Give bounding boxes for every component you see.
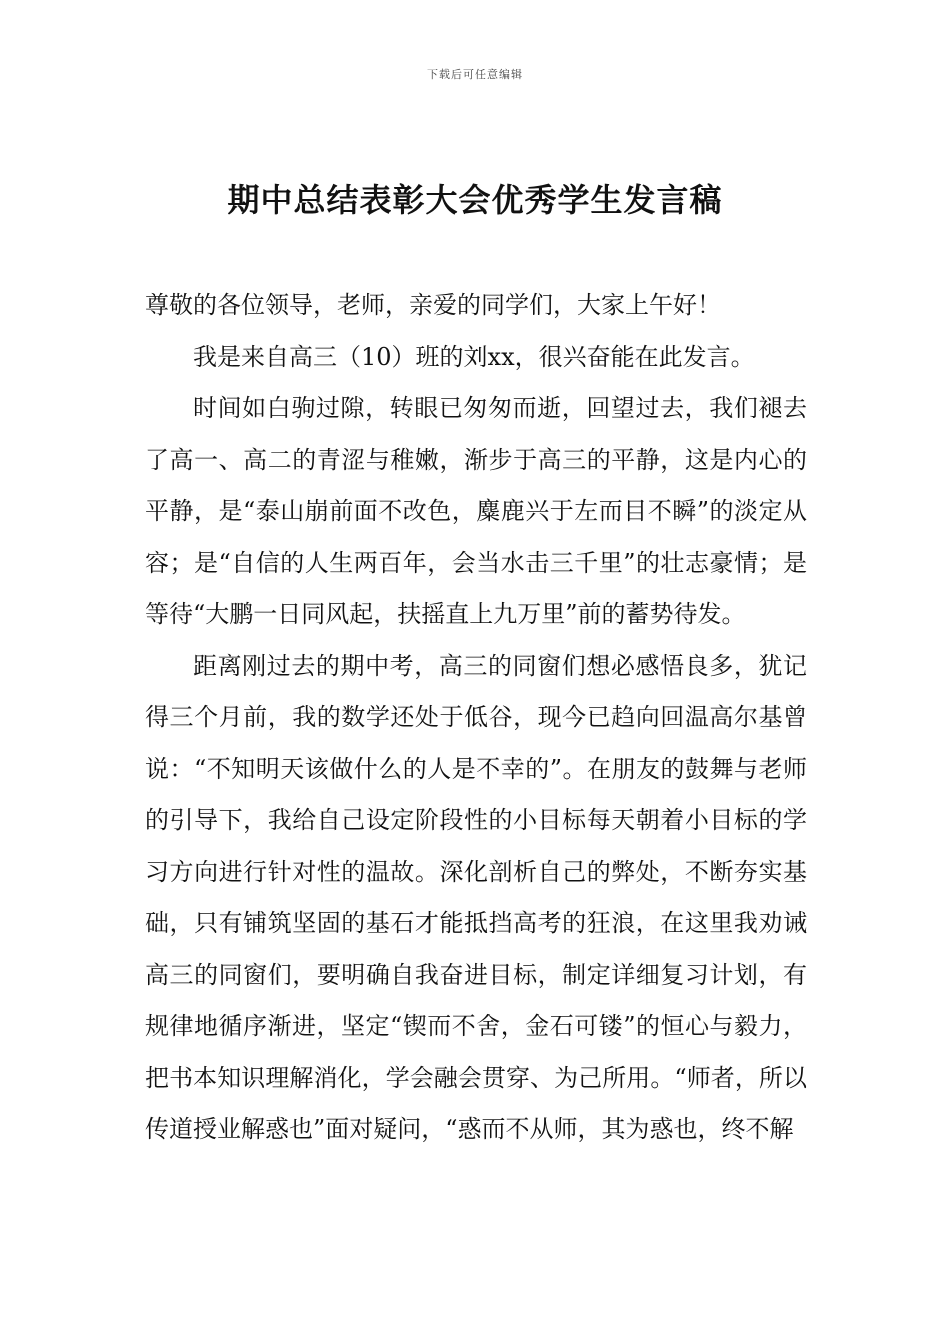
body-paragraph: 我是来自高三（10）班的刘xx，很兴奋能在此发言。 (193, 342, 755, 371)
body-paragraph: 时间如白驹过隙，转眼已匆匆而逝，回望过去，我们褪去了高一、高二的青涩与稚嫩，渐步于高三的平静，这是内心的平静，是“泰山崩前面不改色，麋鹿兴于左而目不瞬”的淡定从容；是“自信的人生两百年，会当水击三千里”的壮志豪情；是等待“大鹏一日同风起，扶摇直上九万里”前的蓄势待发。 (145, 394, 807, 628)
document-title: 期中总结表彰大会优秀学生发言稿 (227, 181, 723, 219)
document-body (145, 280, 807, 1156)
greeting-paragraph: 尊敬的各位领导，老师，亲爱的同学们，大家上午好！ (145, 291, 721, 319)
page-header: 下载后可任意编辑 (427, 68, 523, 81)
body-paragraph: 距离刚过去的期中考，高三的同窗们想必感悟良多，犹记得三个月前，我的数学还处于低谷，现今已趋向回温高尔基曾说：“不知明天该做什么的人是不幸的”。在朋友的鼓舞与老师的引导下，我给自己设定阶段性的小目标每天朝着小目标的学习方向进行针对性的温故。深化剖析自己的弊处，不断夯实基础，只有铺筑坚固的基石才能抵挡高考的狂浪，在这里我劝诫高三的同窗们，要明确自我奋进目标，制定详细复习计划，有规律地循序渐进，坚定“锲而不舍，金石可镂”的恒心与毅力，把书本知识理解消化，学会融会贯穿、为己所用。“师者，所以传道授业解惑也”面对疑问，“惑而不从师，其为惑也，终不解 (145, 651, 807, 1143)
